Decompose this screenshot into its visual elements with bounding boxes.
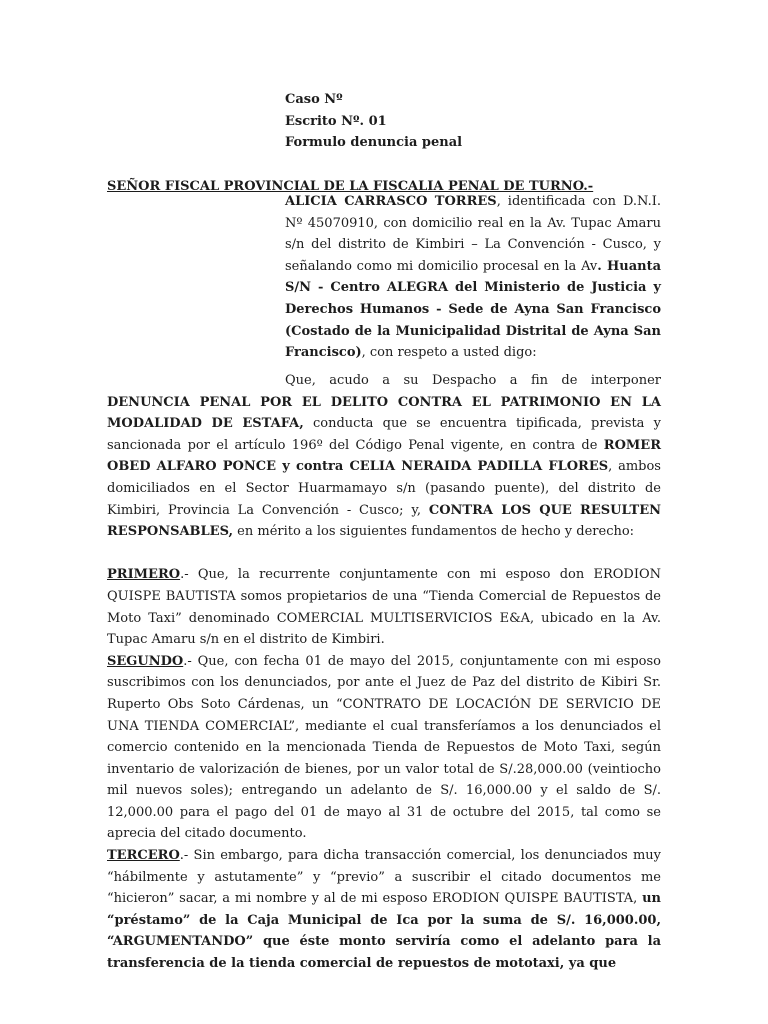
que-text-1: Que, acudo a su Despacho a fin de interponer [285,373,661,388]
tercero-label: TERCERO [107,848,180,864]
subject-line: Formulo denuncia penal [285,135,463,151]
procedural-address: . Huanta S/N - Centro ALEGRA del Ministerio de Justicia y Derechos Humanos - Sede de Ayna San Francisco (Costado de la Municipalidad Distrital de Ayna San Francisco) [285,258,661,361]
tercero-bold-text: un “préstamo” de la Caja Municipal de Ica por la suma de S/. 16,000.00, “ARGUMENTANDO” que éste monto serviría como el adelanto para la transferencia de la tienda comercial de repuestos de mototaxi, ya que [107,891,661,972]
intro-paragraph [285,191,661,364]
primero-paragraph [107,564,661,650]
tercero-paragraph [107,845,661,975]
intro-text-2: , con respeto a usted digo: [361,345,537,361]
responsibles: CONTRA LOS QUE RESULTEN RESPONSABLES, [107,502,661,540]
que-text-2: conducta que se encuentra tipificada, prevista y sancionada por el artículo 196º del Código Penal vigente, en contra de [107,416,661,453]
blank-line [107,543,661,565]
que-text-4: en mérito a los siguientes fundamentos de hecho y derecho: [233,524,635,540]
escrito-number: Escrito Nº. 01 [285,113,387,129]
complaint-title: DENUNCIA PENAL POR EL DELITO CONTRA EL PATRIMONIO EN LA MODALIDAD DE ESTAFA, [107,394,661,432]
case-header [285,89,685,154]
complainant-name: ALICIA CARRASCO TORRES [285,194,497,209]
que-text-3: , ambos domiciliados en el Sector Huarmamayo s/n (pasando puente), del distrito de Kimbiri, Provincia La Convención - Cusco; y, [107,459,661,518]
segundo-label: SEGUNDO [107,653,184,669]
segundo-text: .- Que, con fecha 01 de mayo del 2015, conjuntamente con mi esposo suscribimos con los denunciados, por ante el Juez de Paz del distrito de Kibiri Sr. Ruperto Obs Soto Cárdenas, un “CONTRATO DE LOCACIÓN DE SERVICIO DE UNA TIENDA COMERCIAL”, mediante el cual transferíamos a los denunciados el comercio contenido en la mencionada Tienda de Repuestos de Moto Taxi, según inventario de valorización de bienes, por un valor total de S/.28,000.00 (veintiocho mil nuevos soles); entregando un adelanto de S/. 16,000.00 y el saldo de S/. 12,000.00 para el pago del 01 de mayo al 31 de octubre del 2015, tal como se aprecia del citado documento. [107,653,661,842]
accused-names: ROMER OBED ALFARO PONCE y contra CELIA NERAIDA PADILLA FLORES [107,437,661,475]
tercero-text: .- Sin embargo, para dicha transacción comercial, los denunciados muy “hábilmente y astutamente” y “previo” a suscribir el citado documentos me “hicieron” sacar, a mi nombre y al de mi esposo ERODION QUISPE BAUTISTA, [107,848,661,907]
addressee: SEÑOR FISCAL PROVINCIAL DE LA FISCALIA PENAL DE TURNO.- [107,179,594,194]
caso-number: Caso Nº [285,92,343,107]
primero-text: .- Que, la recurrente conjuntamente con mi esposo don ERODION QUISPE BAUTISTA somos propietarios de una “Tienda Comercial de Repuestos de Moto Taxi” denominado COMERCIAL MULTISERVICIOS E&A, ubicado en la Av. Tupac Amaru s/n en el distrito de Kimbiri. [107,567,661,648]
body-text [107,370,661,975]
intro-text-1: , identificada con D.N.I. Nº 45070910, con domicilio real en la Av. Tupac Amaru s/n del distrito de Kimbiri – La Convención - Cusco, y señalando como mi domicilio procesal en la Av [285,194,662,274]
complaint-paragraph [107,370,661,543]
primero-label: PRIMERO [107,567,181,583]
segundo-paragraph [107,651,661,845]
